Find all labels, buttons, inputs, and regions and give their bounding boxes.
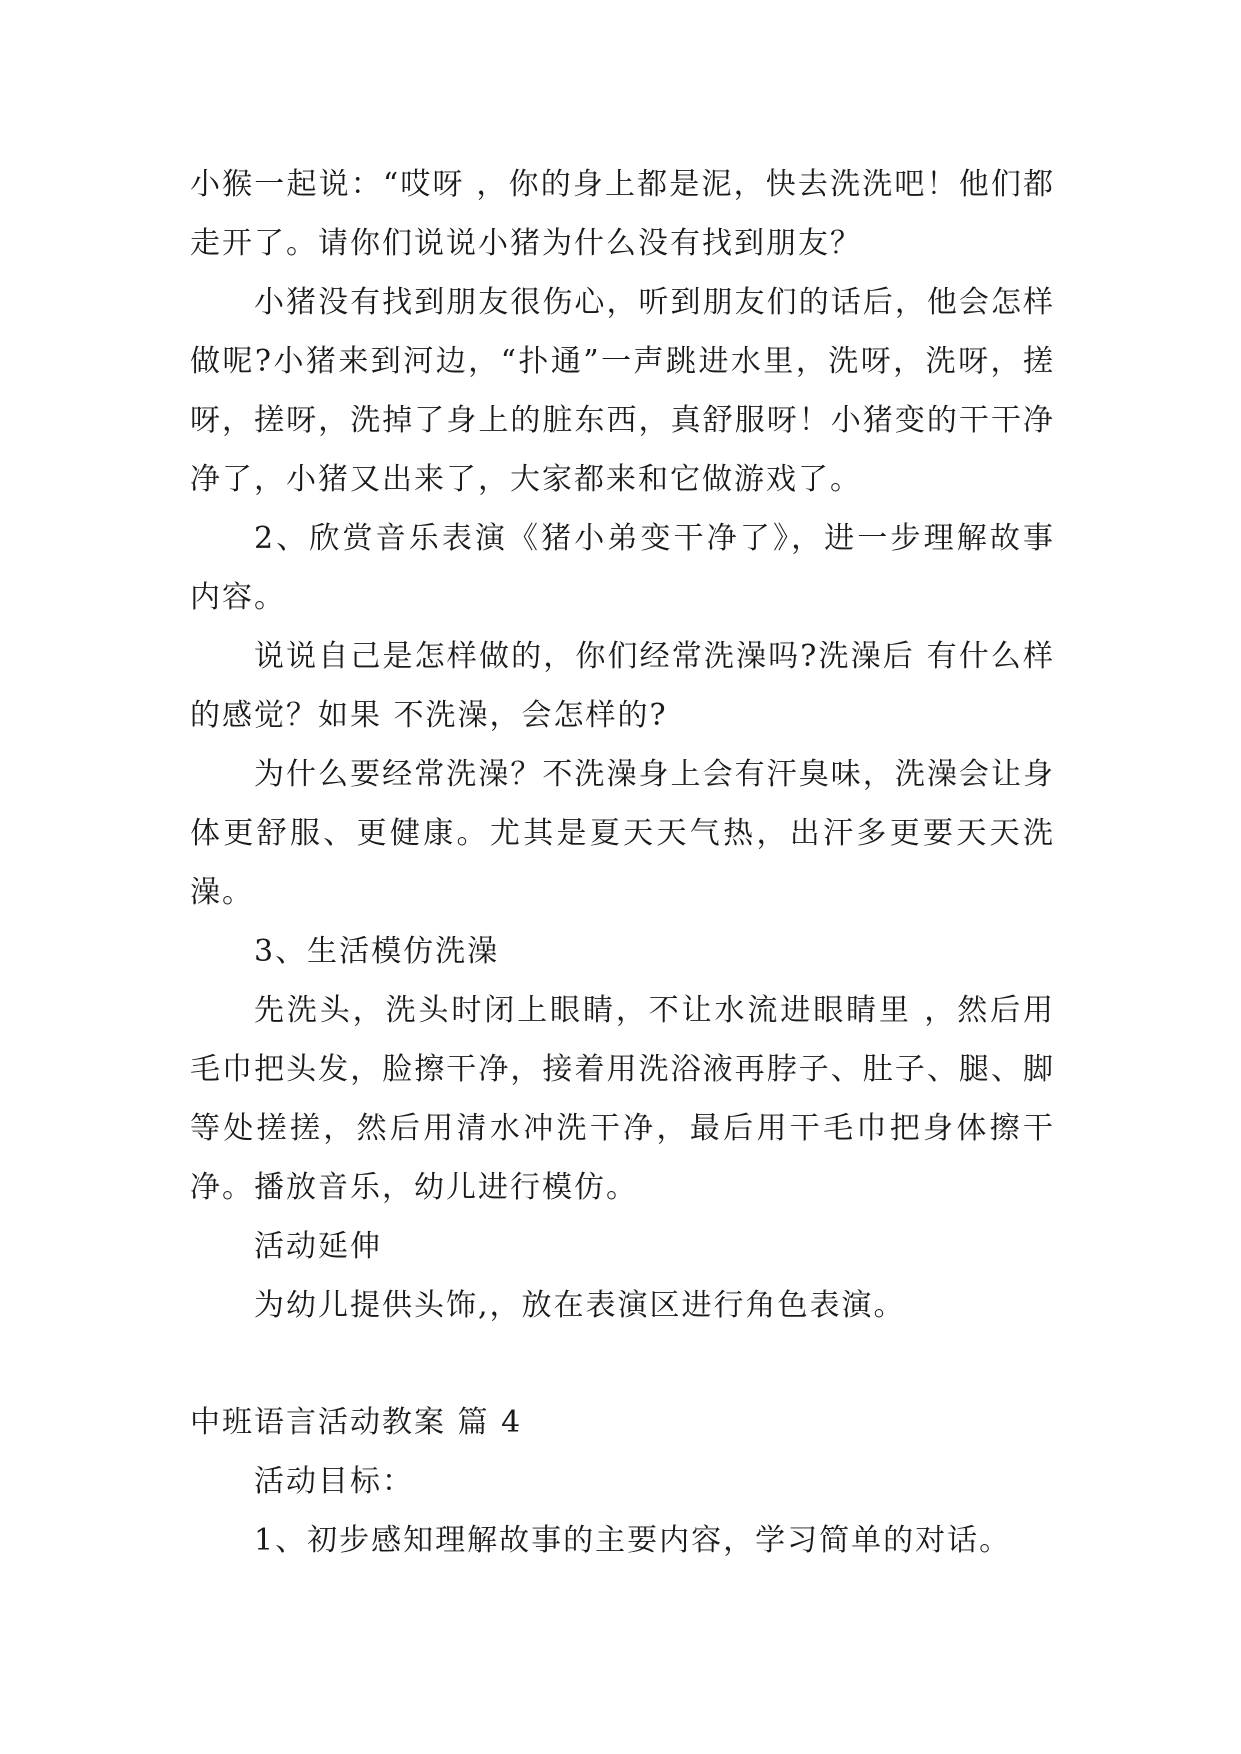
paragraph-extension: 为幼儿提供头饰,，放在表演区进行角色表演。 xyxy=(254,1288,906,1323)
paragraph-objectives-title: 活动目标： xyxy=(254,1464,414,1499)
section-heading: 中班语言活动教案 篇 4 xyxy=(190,1405,523,1440)
paragraph-step-2: 2、欣赏音乐表演《猪小弟变干净了》，进一步理解故事内容。 xyxy=(190,521,1055,615)
paragraph-discussion: 说说自己是怎样做的，你们经常洗澡吗?洗澡后 有什么样的感觉？如果 不洗澡，会怎样的? xyxy=(190,639,1055,733)
paragraph-story-dialogue: 小猴一起说：“哎呀 ，你的身上都是泥，快去洗洗吧！他们都走开了。请你们说说小猪为什么没有找到朋友？ xyxy=(190,167,1055,261)
paragraph-bathing-steps: 先洗头，洗头时闭上眼睛，不让水流进眼睛里 ，然后用毛巾把头发，脸擦干净，接着用洗浴液再脖子、肚子、腿、脚等处搓搓，然后用清水冲洗干净，最后用干毛巾把身体擦干净。播放音乐，幼儿进行模仿。 xyxy=(190,993,1055,1205)
paragraph-step-3: 3、生活模仿洗澡 xyxy=(254,934,500,969)
paragraph-extension-title: 活动延伸 xyxy=(254,1229,382,1264)
paragraph-why-bathe: 为什么要经常洗澡？不洗澡身上会有汗臭味，洗澡会让身体更舒服、更健康。尤其是夏天天气热，出汗多更要天天洗澡。 xyxy=(190,757,1055,910)
paragraph-objective-1: 1、初步感知理解故事的主要内容，学习简单的对话。 xyxy=(254,1523,1012,1558)
paragraph-pig-washes: 小猪没有找到朋友很伤心，听到朋友们的话后，他会怎样做呢?小猪来到河边，“扑通”一声跳进水里，洗呀，洗呀，搓呀，搓呀，洗掉了身上的脏东西，真舒服呀！小猪变的干干净净了，小猪又出来了，大家都来和它做游戏了。 xyxy=(190,285,1055,497)
document-body xyxy=(190,155,1055,1570)
